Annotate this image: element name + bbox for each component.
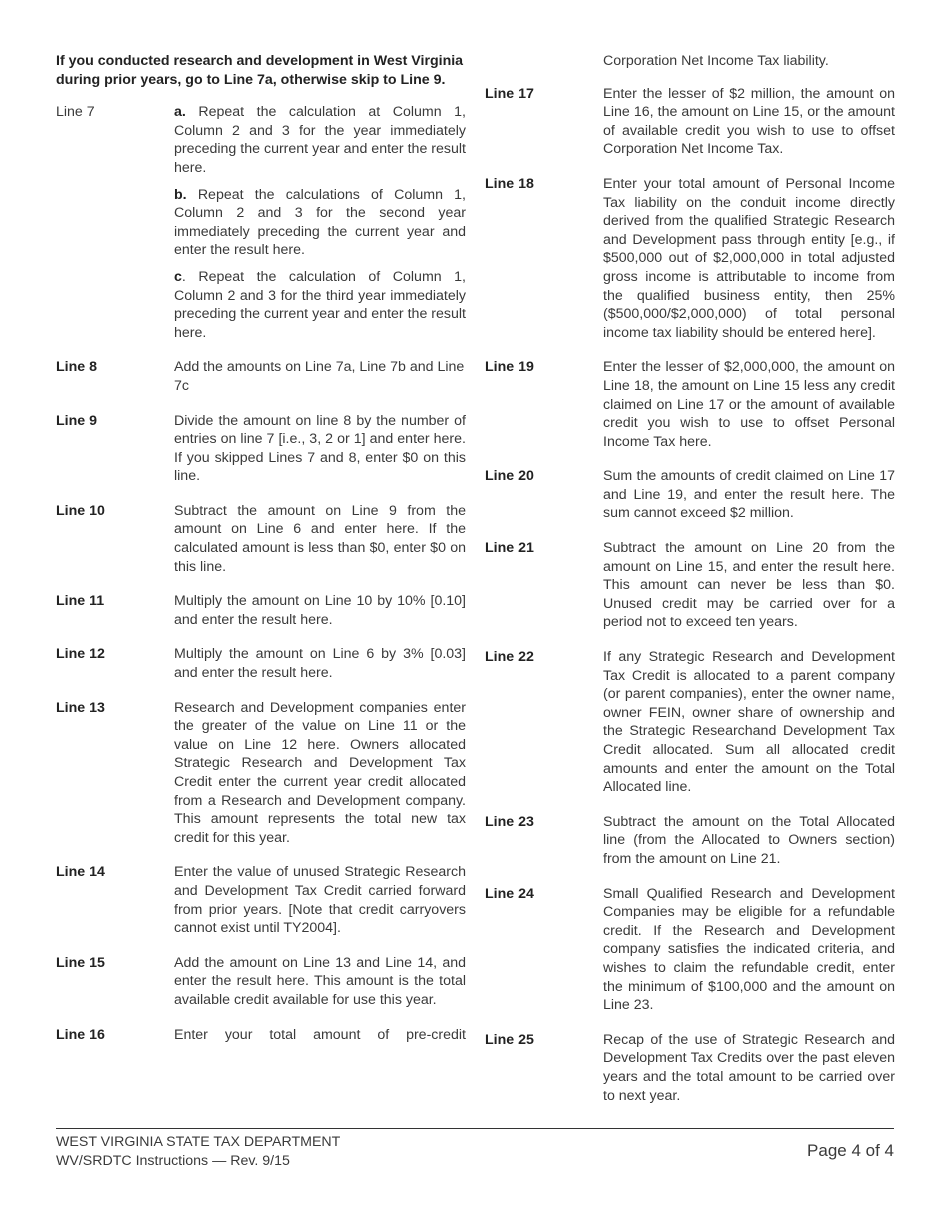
line-text: Multiply the amount on Line 10 by 10% [0.10] and enter the result here. (174, 593, 466, 628)
line-text: Multiply the amount on Line 6 by 3% [0.03] and enter the result here. (174, 646, 466, 682)
line-label: Line 22 (485, 649, 534, 666)
line-text: Enter the lesser of $2,000,000, the amount on Line 18, the amount on Line 15 less any credit claimed on Line 17 or the amount of available credit you wish to use to offset Personal Income Tax here. (603, 359, 895, 450)
line-21-entry (485, 539, 895, 632)
line-text: Small Qualified Research and Development Companies may be eligible for a refundable credit. If the Research and Development company satisfies the indicated criteria, and wishes to claim the refundable credit, enter the minimum of $100,000 and the amount on Line 23. (603, 885, 895, 1014)
line-7a (174, 103, 466, 177)
line-24-entry (485, 885, 895, 1015)
line-label: Line 13 (56, 699, 105, 716)
line-7c (174, 268, 466, 342)
line-label: Line 16 (56, 1026, 105, 1043)
line-label: Line 17 (485, 85, 534, 102)
line-9-entry (56, 412, 466, 486)
line-7b-marker: b. (174, 186, 187, 203)
line-text: Subtract the amount on the Total Allocated line (from the Allocated to Owners section) from the amount on Line 21. (603, 813, 895, 867)
footer-info (56, 1133, 340, 1171)
line-text: If any Strategic Research and Development Tax Credit is allocated to a parent company (or parent companies), enter the owner name, owner FEIN, owner share of ownership and the Strategic Researchand Development Tax Credit allocated. Sum all allocated credit amounts and enter the amount on the Total Allocated line. (603, 649, 895, 796)
line-7c-marker: c (174, 268, 182, 285)
line-label: Line 23 (485, 813, 534, 830)
line-text: Recap of the use of Strategic Research and Development Tax Credits over the past eleven years and the total amount to be carried over to next year. (603, 1031, 895, 1104)
line-text: Divide the amount on line 8 by the number of entries on line 7 [i.e., 3, 2 or 1] and enter here. If you skipped Lines 7 and 8, enter $0 on this line. (174, 412, 466, 485)
line-label: Line 12 (56, 646, 105, 663)
line-text: Enter the value of unused Strategic Research and Development Tax Credit carried forward from prior years. [Note that credit carryovers cannot exist until TY2004]. (174, 864, 466, 937)
line-text: Subtract the amount on Line 20 from the amount on Line 15, and enter the result here. This amount can never be less than $0. Unused credit may be carried over for a period not to exceed ten years. (603, 540, 895, 631)
line-label: Line 10 (56, 502, 105, 519)
line-label: Line 24 (485, 885, 534, 902)
line-11-entry (56, 592, 466, 629)
line-label: Line 21 (485, 540, 534, 557)
line-7a-text: Repeat the calculation at Column 1, Column 2 and 3 for the year immediately preceding the current year and enter the result here. (174, 104, 466, 176)
left-column (56, 52, 466, 1060)
line-15-entry (56, 954, 466, 1010)
line-16-entry (56, 1026, 466, 1045)
line-25-entry (485, 1031, 895, 1105)
line-23-entry (485, 813, 895, 869)
line-10-entry (56, 502, 466, 576)
line-7-entry (56, 103, 466, 342)
line-label: Line 15 (56, 954, 105, 971)
line-20-entry (485, 467, 895, 523)
line-label: Line 20 (485, 468, 534, 485)
line-7-body (174, 103, 466, 342)
line-text: Add the amounts on Line 7a, Line 7b and Line 7c (174, 359, 465, 394)
line-label: Line 25 (485, 1031, 534, 1048)
line-label: Line 7 (56, 104, 95, 121)
line-18-entry (485, 175, 895, 342)
line-label: Line 8 (56, 359, 97, 376)
line-label: Line 11 (56, 593, 105, 610)
line-7b (174, 186, 466, 260)
line-text: Enter your total amount of Personal Income Tax liability on the conduit income directly derived from the qualified Strategic Research and Development pass through entity [e.g., if $500,000 out of $2,000,000 in total adjusted gross income is attributable to income from the qualified business entity, then 25% ($500,000/$2,000,000) of total personal income tax liability should be entered here]. (603, 175, 895, 341)
line-7c-text: . Repeat the calculation of Column 1, Column 2 and 3 for the third year immediately preceding the current year and enter the result here. (174, 268, 466, 341)
line-text: Subtract the amount on Line 9 from the amount on Line 6 and enter here. If the calculated amount is less than $0, enter $0 on this line. (174, 502, 466, 575)
line-text: Research and Development companies enter the greater of the value on Line 11 or the value on Line 12 here. Owners allocated Strategic Research and Development Tax Credit enter the current year credit allocated from a Research and Development company. This amount represents the total new tax credit for this year. (174, 699, 466, 846)
line-7a-marker: a. (174, 104, 186, 121)
right-column (485, 52, 895, 1121)
line-label: Line 19 (485, 359, 534, 376)
intro-instruction: If you conducted research and development in West Virginia during prior years, go to Line 7a, otherwise skip to Line 9. (56, 53, 464, 88)
line-12-entry (56, 645, 466, 682)
footer-divider (56, 1128, 894, 1129)
line-label: Line 9 (56, 412, 97, 429)
line-16-continuation: Corporation Net Income Tax liability. (603, 53, 829, 69)
line-label: Line 14 (56, 864, 105, 881)
line-13-entry (56, 699, 466, 848)
line-14-entry (56, 863, 466, 937)
line-text: Sum the amounts of credit claimed on Line 17 and Line 19, and enter the result here. The sum cannot exceed $2 million. (603, 468, 895, 522)
line-text: Enter the lesser of $2 million, the amount on Line 16, the amount on Line 15, or the amount of available credit you wish to use to offset Corporation Net Income Tax. (603, 85, 895, 158)
line-17-entry (485, 85, 895, 159)
line-19-entry (485, 358, 895, 451)
line-text: Enter your total amount of pre-credit (174, 1026, 466, 1043)
line-22-entry (485, 648, 895, 797)
line-7b-text: Repeat the calculations of Column 1, Column 2 and 3 for the second year immediately preceding the current year and enter the result here. (174, 186, 466, 259)
department-name: WEST VIRGINIA STATE TAX DEPARTMENT (56, 1134, 341, 1150)
line-8-entry (56, 358, 466, 395)
form-revision: WV/SRDTC Instructions — Rev. 9/15 (56, 1153, 290, 1169)
line-label: Line 18 (485, 175, 534, 192)
page-number: Page 4 of 4 (807, 1141, 894, 1160)
line-text: Add the amount on Line 13 and Line 14, and enter the result here. This amount is the total available credit available for use this year. (174, 954, 466, 1008)
